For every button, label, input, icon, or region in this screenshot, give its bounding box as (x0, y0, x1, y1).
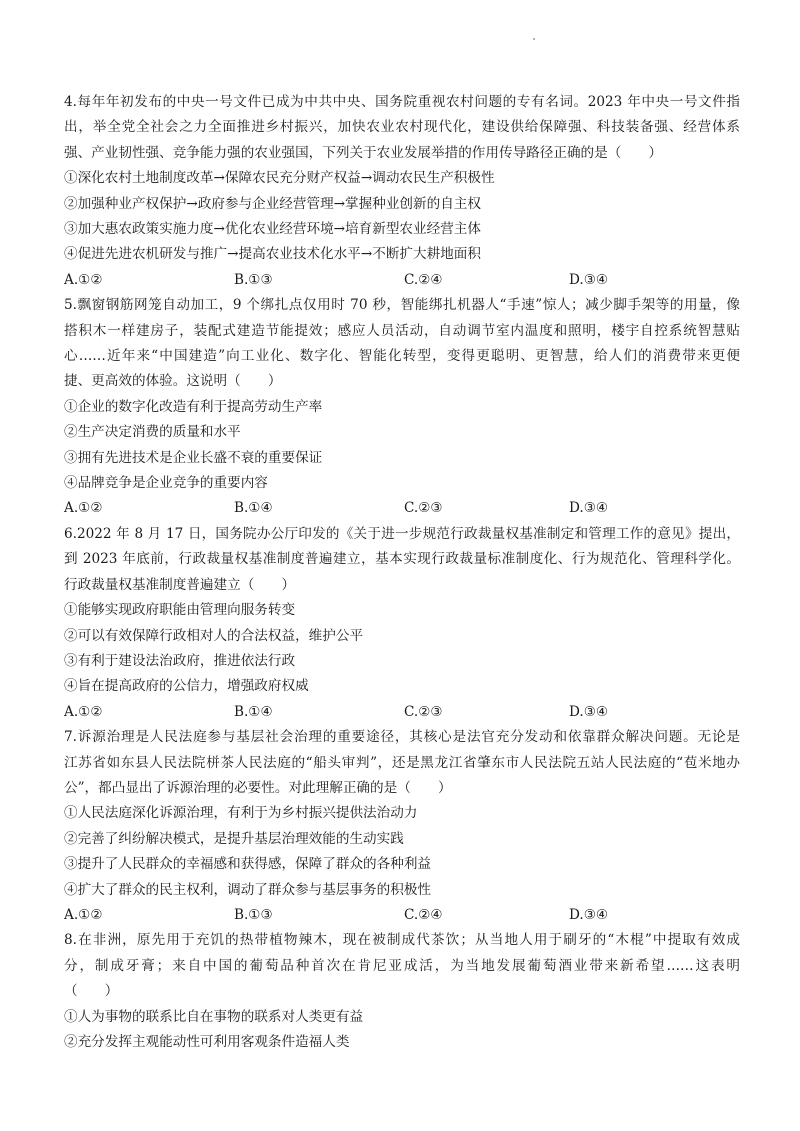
choice-b[interactable]: B.①③ (234, 271, 273, 288)
choice-d[interactable]: D.③④ (569, 271, 609, 288)
choice-d[interactable]: D.③④ (569, 500, 609, 517)
question-5-option-4: ④品牌竞争是企业竞争的重要内容 (64, 475, 268, 492)
question-6-option-1: ①能够实现政府职能由管理向服务转变 (64, 602, 296, 619)
question-8 (64, 928, 740, 1055)
question-5 (64, 293, 740, 522)
question-6-option-3: ③有利于建设法治政府，推进依法行政 (64, 652, 296, 669)
question-6 (64, 522, 740, 725)
question-8-option-2: ②充分发挥主观能动性可利用客观条件造福人类 (64, 1033, 350, 1050)
question-6-choices (64, 700, 740, 725)
choice-d[interactable]: D.③④ (569, 906, 609, 923)
exam-page (64, 90, 740, 1055)
question-6-stem-line: 6.2022 年 8 月 17 日，国务院办公厅印发的《关于进一步规范行政裁量权基准制定和管理工作的意见》提出， (64, 525, 740, 542)
choice-a[interactable]: A.①② (64, 271, 103, 288)
question-5-option-3: ③拥有先进技术是企业长盛不衰的重要保证 (64, 449, 323, 466)
choice-d[interactable]: D.③④ (569, 703, 609, 720)
question-7-stem-line: 7.诉源治理是人民法庭参与基层社会治理的重要途径，其核心是法官充分发动和依靠群众解决问题。无论是 (64, 729, 740, 746)
question-4-choices (64, 268, 740, 293)
question-4-option-1: ①深化农村土地制度改革→保障农民充分财产权益→调动农民生产积极性 (64, 170, 495, 187)
question-8-stem-line: 分，制成牙膏；来自中国的葡萄品种首次在肯尼亚成活，为当地发展葡萄酒业带来新希望……这表明 (64, 957, 740, 974)
choice-b[interactable]: B.①③ (234, 906, 273, 923)
choice-b[interactable]: B.①④ (234, 500, 273, 517)
question-5-stem-line: 心……近年来“中国建造”向工业化、数字化、智能化转型，变得更聪明、更智慧，给人们的消费带来更便 (64, 348, 740, 365)
question-7-stem-line: 江苏省如东县人民法院栟茶人民法庭的“船头审判”，还是黑龙江省肇东市人民法院五站人民法庭的“苞米地办 (64, 754, 740, 771)
choice-a[interactable]: A.①② (64, 906, 103, 923)
question-5-stem-line: 捷、更高效的体验。这说明（ ） (64, 373, 282, 390)
question-4-stem-line: 出，举全党全社会之力全面推进乡村振兴，加快农业农村现代化，建设供给保障强、科技装备强、经营体系 (64, 119, 740, 136)
question-7-choices (64, 903, 740, 928)
choice-c[interactable]: C.②④ (404, 271, 443, 288)
question-7 (64, 725, 740, 928)
question-4-option-2: ②加强种业产权保护→政府参与企业经营管理→掌握种业创新的自主权 (64, 195, 481, 212)
question-5-option-2: ②生产决定消费的质量和水平 (64, 424, 241, 441)
question-4-stem-line: 4.每年年初发布的中央一号文件已成为中共中央、国务院重视农村问题的专有名词。2023 年中央一号文件指 (64, 94, 740, 110)
choice-a[interactable]: A.①② (64, 500, 103, 517)
question-7-stem-line: 公”，都凸显出了诉源治理的必要性。对此理解正确的是（ ） (64, 779, 452, 796)
question-6-option-2: ②可以有效保障行政相对人的合法权益，维护公平 (64, 627, 364, 644)
question-6-stem-line: 到 2023 年底前，行政裁量权基准制度普遍建立，基本实现行政裁量标准制度化、行为规范化、管理科学化。 (64, 551, 740, 568)
question-5-stem-line: 5.飘窗钢筋网笼自动加工，9 个绑扎点仅用时 70 秒，智能绑扎机器人“手速”惊人；减少脚手架等的用量，像 (64, 297, 740, 314)
choice-c[interactable]: C.②④ (404, 906, 443, 923)
choice-b[interactable]: B.①④ (234, 703, 273, 720)
question-8-stem-line: （ ） (64, 983, 119, 1000)
question-7-option-1: ①人民法庭深化诉源治理，有利于为乡村振兴提供法治动力 (64, 805, 418, 822)
choice-a[interactable]: A.①② (64, 703, 103, 720)
question-6-stem-line: 行政裁量权基准制度普遍建立（ ） (64, 576, 296, 593)
question-7-option-4: ④扩大了群众的民主权利，调动了群众参与基层事务的积极性 (64, 881, 432, 898)
question-4-option-4: ④促进先进农机研发与推广→提高农业技术化水平→不断扩大耕地面积 (64, 246, 481, 263)
question-4-option-3: ③加大惠农政策实施力度→优化农业经营环境→培育新型农业经营主体 (64, 221, 481, 238)
question-4 (64, 90, 740, 293)
scan-dot (533, 38, 535, 40)
question-4-stem-line: 强、产业韧性强、竞争能力强的农业强国，下列关于农业发展举措的作用传导路径正确的是（ ） (64, 144, 663, 161)
choice-c[interactable]: C.②③ (404, 500, 443, 517)
question-7-option-2: ②完善了纠纷解决模式，是提升基层治理效能的生动实践 (64, 830, 404, 847)
question-5-option-1: ①企业的数字化改造有利于提高劳动生产率 (64, 398, 323, 415)
choice-c[interactable]: C.②③ (404, 703, 443, 720)
question-5-stem-line: 搭积木一样建房子，装配式建造节能提效；感应人员活动，自动调节室内温度和照明，楼宇自控系统智慧贴 (64, 322, 740, 339)
question-8-stem-line: 8.在非洲，原先用于充饥的热带植物辣木，现在被制成代茶饮；从当地人用于刷牙的“木棍”中提取有效成 (64, 932, 740, 949)
question-7-option-3: ③提升了人民群众的幸福感和获得感，保障了群众的各种利益 (64, 856, 432, 873)
question-8-option-1: ①人为事物的联系比自在事物的联系对人类更有益 (64, 1008, 364, 1025)
question-6-option-4: ④旨在提高政府的公信力，增强政府权威 (64, 678, 309, 695)
question-5-choices (64, 496, 740, 521)
